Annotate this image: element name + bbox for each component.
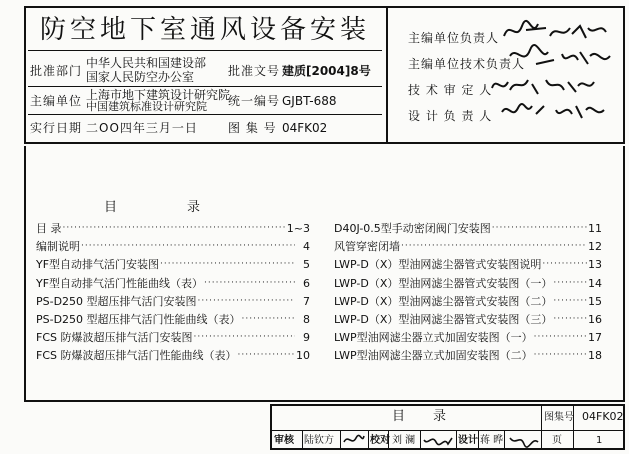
toc-entry: [334, 258, 602, 271]
toc-entry-page: 5: [303, 258, 310, 272]
toc-entry-page: 11: [588, 222, 602, 235]
check-label: 校对: [370, 435, 390, 446]
toc-entry-page: 14: [588, 276, 602, 290]
effective-date-label: 实行日期: [30, 121, 83, 135]
toc-leader-dots: [81, 240, 295, 253]
toc-entry: [36, 222, 310, 235]
toc-entry: [334, 313, 602, 326]
title-block-rule: [270, 430, 625, 431]
toc-entry-title: YF型自动排气活门安装图: [36, 258, 160, 272]
atlas-label: 图集号: [544, 412, 574, 423]
toc-entry: [36, 277, 310, 290]
signature-design-lead: [498, 96, 608, 126]
toc-entry-title: 风管穿密闭墙: [334, 240, 400, 254]
design-label: 设计: [458, 435, 478, 446]
toc-entry-title: PS-D250 型超压排气活门安装图: [36, 294, 197, 308]
toc-leader-dots: [63, 222, 286, 235]
toc-entry-title: LWP-D（X）型油网滤尘器管式安装图（三）: [334, 313, 553, 326]
atlas-no: 04FK02: [282, 121, 328, 135]
toc-entry: [334, 331, 602, 344]
toc-entry-title: FCS 防爆波超压排气活门性能曲线（表）: [36, 349, 237, 363]
unified-no: GJBT-688: [282, 94, 337, 108]
atlas-title: 防空地下室通风设备安装: [39, 15, 370, 45]
approval-doc-label: 批准文号: [228, 64, 281, 78]
toc-leader-dots: [401, 240, 587, 253]
toc-entry-page: 4: [303, 240, 310, 254]
toc-entry-page: 18: [588, 349, 602, 363]
chief-tech-label: 主编单位技术负责人: [408, 57, 526, 71]
page-number: 1: [596, 435, 603, 446]
toc-leader-dots: [553, 277, 587, 290]
toc-leader-dots: [194, 331, 296, 344]
header-divider: [386, 6, 388, 144]
toc-leader-dots: [160, 258, 295, 271]
toc-entry-page: 8: [303, 313, 310, 326]
title-block-rule: [504, 430, 505, 450]
toc-entry-title: LWP-D（X）型油网滤尘器管式安装图说明: [334, 258, 542, 272]
toc-entry: [36, 258, 310, 271]
effective-date: 二OO四年三月一日: [86, 121, 198, 135]
toc-entry-title: YF型自动排气活门性能曲线（表）: [36, 276, 204, 290]
toc-leader-dots: [542, 258, 587, 271]
toc-entry-title: PS-D250 型超压排气活门性能曲线（表）: [36, 313, 241, 326]
toc-entry: [36, 295, 310, 308]
approval-doc-number: 建质[2004]8号: [282, 64, 371, 78]
tech-approver-label: 技 术 审 定 人: [408, 83, 493, 97]
toc-leader-dots: [198, 295, 295, 308]
editor-unit-label: 主编单位: [30, 94, 83, 108]
signature-chief-tech: [506, 42, 616, 72]
title-block-rule: [340, 430, 341, 450]
frame-bottom-line: [24, 400, 625, 402]
approval-dept-line-1: 中华人民共和国建设部: [86, 56, 207, 70]
toc-entry: [36, 240, 310, 253]
page-label: 页: [552, 435, 562, 446]
toc-leader-dots: [534, 331, 587, 344]
reviewer-name: 陆钦方: [304, 435, 334, 446]
toc-leader-dots: [204, 277, 295, 290]
toc-entry-page: 10: [296, 349, 310, 363]
toc-entry-title: LWP-D（X）型油网滤尘器管式安装图（二）: [334, 294, 553, 308]
toc-entry-title: LWP型油网滤尘器立式加固安装图（一）: [334, 331, 533, 345]
unified-no-label: 统一编号: [228, 94, 281, 108]
title-block-rule: [456, 430, 457, 450]
toc-entry: [36, 313, 310, 326]
design-lead-label: 设 计 负 责 人: [408, 109, 493, 123]
review-label: 审核: [274, 435, 294, 446]
toc-entry: [36, 349, 310, 362]
toc-heading: 目录: [104, 200, 271, 215]
chief-editor-label: 主编单位负责人: [408, 31, 500, 45]
title-block-atlas-no: 04FK02: [582, 410, 624, 423]
toc-entry: [334, 295, 602, 308]
toc-entry: [334, 240, 602, 253]
toc-leader-dots: [242, 313, 295, 326]
toc-leader-dots: [553, 295, 587, 308]
toc-entry-page: 13: [588, 258, 602, 272]
toc-entry-title: FCS 防爆波超压排气活门安装图: [36, 331, 193, 345]
title-block-rule: [420, 430, 421, 450]
toc-entry-page: 6: [303, 276, 310, 290]
toc-leader-dots: [238, 349, 296, 362]
title-block-rule: [478, 430, 479, 450]
checker-name: 刘 澜: [392, 435, 416, 446]
header-rule: [28, 50, 382, 51]
approval-dept-line-2: 国家人民防空办公室: [86, 70, 195, 84]
toc-entry: [334, 277, 602, 290]
designer-signature: [508, 432, 540, 448]
toc-entry-page: 12: [588, 240, 602, 254]
toc-entry-title: LWP型油网滤尘器立式加固安装图（二）: [334, 349, 533, 363]
toc-entry-title: 目 录: [36, 222, 62, 235]
title-block-rule: [302, 430, 303, 450]
toc-entry: [334, 349, 602, 362]
toc-entry-title: LWP-D（X）型油网滤尘器管式安装图（一）: [334, 276, 553, 290]
checker-signature: [422, 432, 454, 448]
toc-entry: [334, 222, 602, 235]
designer-name: 蒋 晔: [480, 435, 504, 446]
toc-entry-title: 编制说明: [36, 240, 80, 254]
toc-entry-page: 16: [588, 313, 602, 326]
toc-entry-page: 15: [588, 294, 602, 308]
toc-entry-title: D40J-0.5型手动密闭阀门安装图: [334, 222, 491, 235]
toc-entry-page: 9: [303, 331, 310, 345]
title-block-rule: [541, 404, 542, 450]
approval-dept-label: 批准部门: [30, 64, 83, 78]
header-rule: [28, 114, 382, 115]
toc-leader-dots: [492, 222, 587, 235]
sheet-title: 目录: [392, 409, 475, 424]
toc-entry-page: 1~3: [286, 222, 310, 235]
editor-unit-line-2: 中国建筑标准设计研究院: [86, 100, 207, 113]
editor-unit-line-1: 上海市地下建筑设计研究院: [86, 88, 231, 102]
title-block-rule: [368, 430, 369, 450]
toc-leader-dots: [534, 349, 587, 362]
toc-entry-page: 17: [588, 331, 602, 345]
reviewer-signature: [342, 432, 366, 448]
atlas-no-label: 图 集 号: [228, 121, 277, 135]
header-rule: [28, 86, 382, 87]
title-block-rule: [573, 404, 574, 450]
toc-leader-dots: [553, 313, 587, 326]
toc-entry-page: 7: [303, 294, 310, 308]
toc-entry: [36, 331, 310, 344]
